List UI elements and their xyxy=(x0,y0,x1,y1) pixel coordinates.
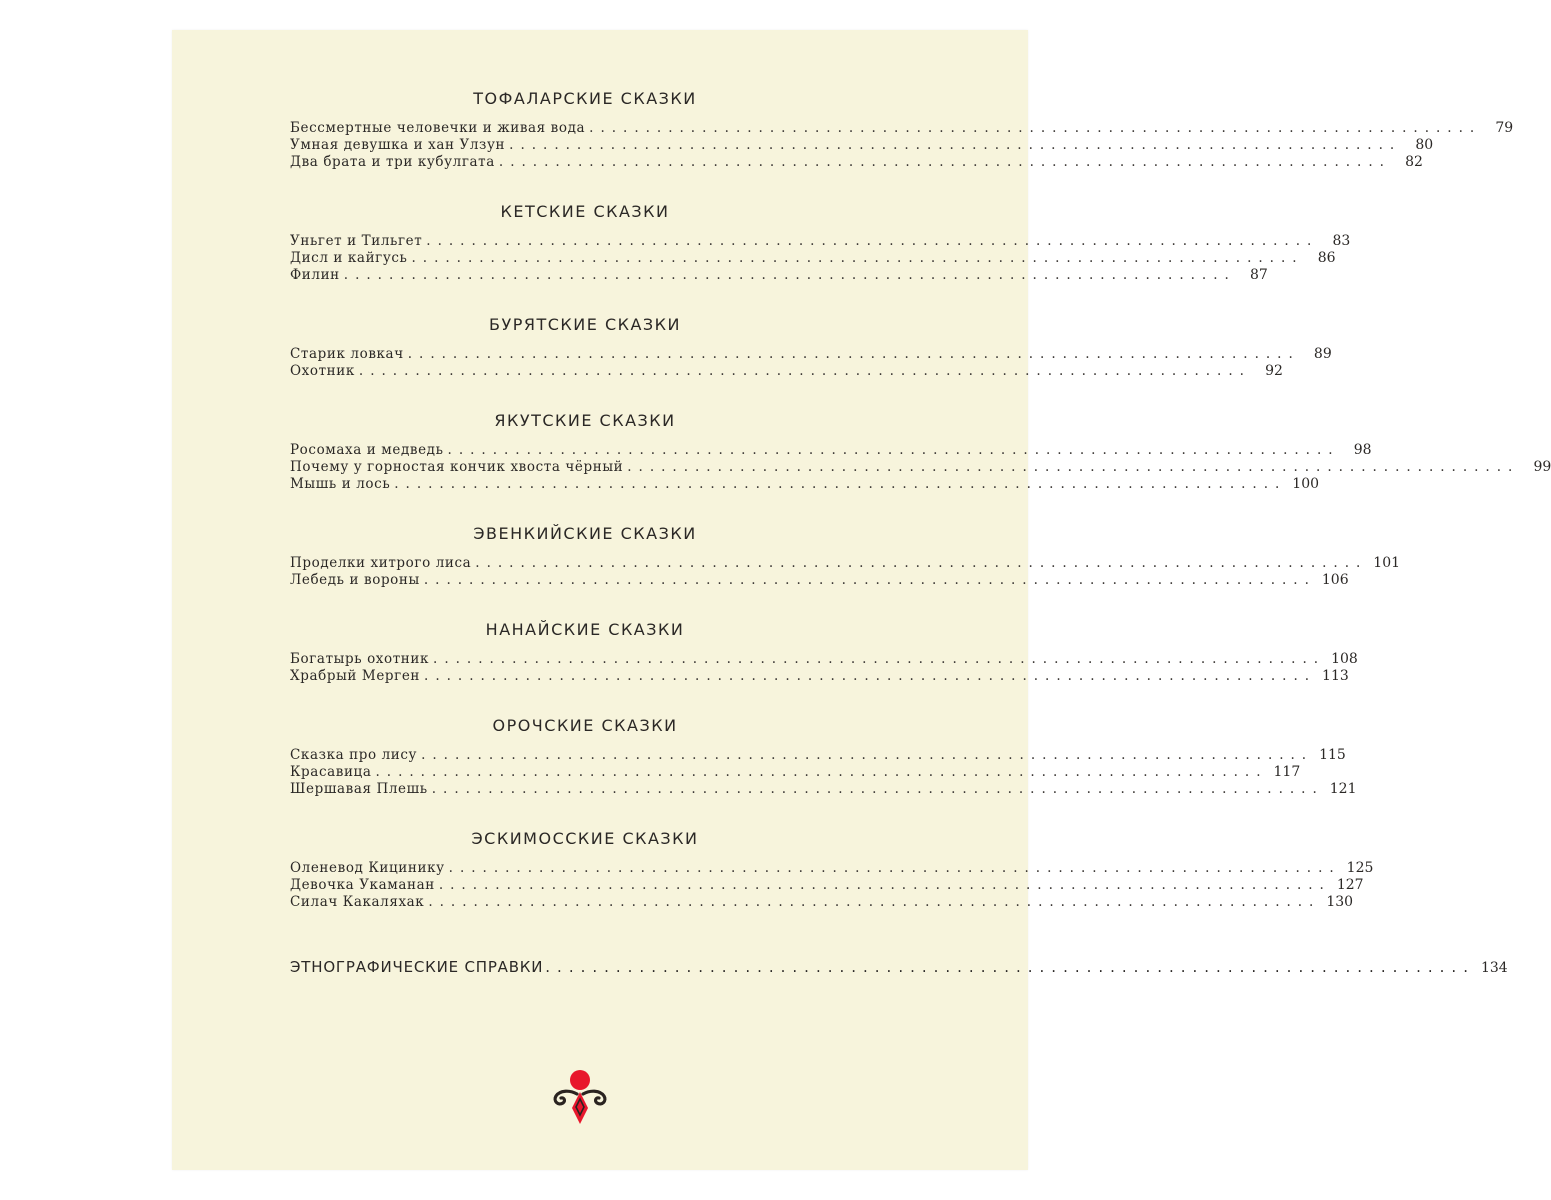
toc-entry[interactable] xyxy=(290,250,1336,267)
entry-page-number: 100 xyxy=(1292,476,1320,492)
leader-dots: ............................................................................... xyxy=(627,459,1520,475)
leader-dots: ............................................................................... xyxy=(433,651,1326,667)
entry-title: Два брата и три кубулгата xyxy=(290,154,495,170)
entry-page-number: 101 xyxy=(1373,555,1401,571)
toc-entry[interactable] xyxy=(290,137,1434,154)
entry-page-number: 87 xyxy=(1249,267,1268,283)
ornament-red-circle xyxy=(570,1070,590,1090)
entry-title: Проделки хитрого лиса xyxy=(290,555,472,571)
entry-page-number: 99 xyxy=(1533,459,1551,475)
toc-section xyxy=(290,201,1351,284)
entry-title: Сказка про лису xyxy=(290,747,418,763)
section-title: ЯКУТСКИЕ СКАЗКИ xyxy=(494,411,676,430)
leader-dots: ............................................................................... xyxy=(358,363,1251,379)
leader-dots: ............................................................................... xyxy=(438,877,1331,893)
entry-title: Дисл и кайгусь xyxy=(290,250,408,266)
leader-dots: ............................................................................... xyxy=(448,860,1341,876)
leader-dots: ............................................................................... xyxy=(375,764,1268,780)
toc-entry[interactable] xyxy=(290,894,1354,911)
section-title: ОРОЧСКИЕ СКАЗКИ xyxy=(492,716,678,735)
entry-page-number: 80 xyxy=(1415,137,1434,153)
entry-page-number: 113 xyxy=(1322,668,1349,684)
section-title: ЭВЕНКИЙСКИЕ СКАЗКИ xyxy=(473,524,697,543)
toc-section xyxy=(290,88,1514,171)
entry-title: Силач Какаляхак xyxy=(290,894,425,910)
ornament-right-scroll xyxy=(583,1091,605,1104)
toc-entry[interactable] xyxy=(290,476,1320,493)
entry-title: Шершавая Плешь xyxy=(290,781,428,797)
toc-section xyxy=(290,715,1357,798)
entry-title: Богатырь охотник xyxy=(290,651,430,667)
section-title: ТОФАЛАРСКИЕ СКАЗКИ xyxy=(473,89,697,108)
entry-title: Старик ловкач xyxy=(290,346,404,362)
entry-title: Лебедь и вороны xyxy=(290,572,420,588)
entry-title: Росомаха и медведь xyxy=(290,442,444,458)
section-title: БУРЯТСКИЕ СКАЗКИ xyxy=(488,315,682,334)
toc-entry[interactable] xyxy=(290,555,1401,572)
entry-page-number: 127 xyxy=(1336,877,1364,893)
leader-dots: ............................................................................... xyxy=(475,555,1368,571)
leader-dots: ............................................................................... xyxy=(421,747,1314,763)
leader-dots: ............................................................................... xyxy=(411,250,1304,266)
entry-page-number: 106 xyxy=(1321,572,1349,588)
toc-section xyxy=(290,410,1551,493)
leader-dots: ............................................................................... xyxy=(589,120,1482,136)
entry-title: Бессмертные человечки и живая вода xyxy=(290,120,586,136)
section-title: ЭСКИМОССКИЕ СКАЗКИ xyxy=(471,829,699,848)
entry-page-number: 86 xyxy=(1317,250,1336,266)
leader-dots: ............................................................................... xyxy=(407,346,1300,362)
toc-entry[interactable] xyxy=(290,267,1268,284)
toc-entry[interactable] xyxy=(290,442,1372,459)
leader-dots: ............................................................................... xyxy=(423,572,1316,588)
entry-page-number: 115 xyxy=(1319,747,1346,763)
entry-page-number: 98 xyxy=(1353,442,1372,458)
entry-page-number: 79 xyxy=(1495,120,1514,136)
entry-page-number: 121 xyxy=(1329,781,1357,797)
entry-title: Уньгет и Тильгет xyxy=(290,233,423,249)
toc-entry[interactable] xyxy=(290,764,1301,781)
toc-entry[interactable] xyxy=(290,154,1423,171)
entry-title: Филин xyxy=(290,267,340,283)
toc-entry[interactable] xyxy=(290,651,1358,668)
toc-entry[interactable] xyxy=(290,363,1283,380)
ornament-red-diamond xyxy=(572,1092,588,1124)
entry-title: Девочка Укаманан xyxy=(290,877,435,893)
toc-section xyxy=(290,314,1332,380)
leader-dots: ............................................................................... xyxy=(424,668,1317,684)
toc-entry[interactable] xyxy=(290,860,1374,877)
entry-page-number: 134 xyxy=(1480,960,1508,976)
toc-entry[interactable] xyxy=(290,747,1346,764)
entry-title: Храбрый Мерген xyxy=(290,668,421,684)
leader-dots: ............................................................................... xyxy=(426,233,1319,249)
leader-dots: ............................................................................... xyxy=(343,267,1236,283)
fleuron-ornament-icon xyxy=(550,1068,610,1128)
entry-page-number: 130 xyxy=(1326,894,1354,910)
entry-title: ЭТНОГРАФИЧЕСКИЕ СПРАВКИ xyxy=(290,958,544,976)
entry-page-number: 117 xyxy=(1273,764,1301,780)
toc-entry-ethnographic-notes[interactable] xyxy=(290,957,1508,977)
entry-page-number: 92 xyxy=(1265,363,1283,379)
ornament-left-scroll xyxy=(555,1091,577,1104)
toc-section xyxy=(290,619,1358,685)
toc-entry[interactable] xyxy=(290,668,1349,685)
leader-dots: ............................................................................... xyxy=(428,894,1321,910)
toc-entry[interactable] xyxy=(290,120,1514,137)
leader-dots: ............................................................................... xyxy=(431,781,1324,797)
entry-page-number: 83 xyxy=(1332,233,1351,249)
section-title: НАНАЙСКИЕ СКАЗКИ xyxy=(485,620,685,639)
entry-title: Оленевод Кицинику xyxy=(290,860,445,876)
leader-dots: ............................................................................... xyxy=(447,442,1340,458)
entry-title: Красавица xyxy=(290,764,372,780)
entry-page-number: 108 xyxy=(1331,651,1358,667)
toc-section xyxy=(290,828,1374,911)
book-page xyxy=(172,30,1551,1170)
toc-entry[interactable] xyxy=(290,572,1349,589)
leader-dots: ............................................................................... xyxy=(545,958,1475,976)
entry-title: Охотник xyxy=(290,363,355,379)
entry-title: Умная девушка и хан Улзун xyxy=(290,137,506,153)
entry-title: Почему у горностая кончик хвоста чёрный xyxy=(290,459,624,475)
leader-dots: ............................................................................... xyxy=(509,137,1402,153)
toc-entry[interactable] xyxy=(290,233,1351,250)
toc-section xyxy=(290,523,1401,589)
table-of-contents xyxy=(290,88,1551,977)
entry-title: Мышь и лось xyxy=(290,476,391,492)
toc-entry[interactable] xyxy=(290,459,1551,476)
leader-dots: ............................................................................... xyxy=(394,476,1287,492)
leader-dots: ............................................................................... xyxy=(498,154,1391,170)
entry-page-number: 82 xyxy=(1405,154,1423,170)
entry-page-number: 89 xyxy=(1313,346,1332,362)
section-title: КЕТСКИЕ СКАЗКИ xyxy=(500,202,670,221)
toc-entry[interactable] xyxy=(290,877,1364,894)
entry-page-number: 125 xyxy=(1346,860,1374,876)
toc-entry[interactable] xyxy=(290,781,1357,798)
toc-entry[interactable] xyxy=(290,346,1332,363)
